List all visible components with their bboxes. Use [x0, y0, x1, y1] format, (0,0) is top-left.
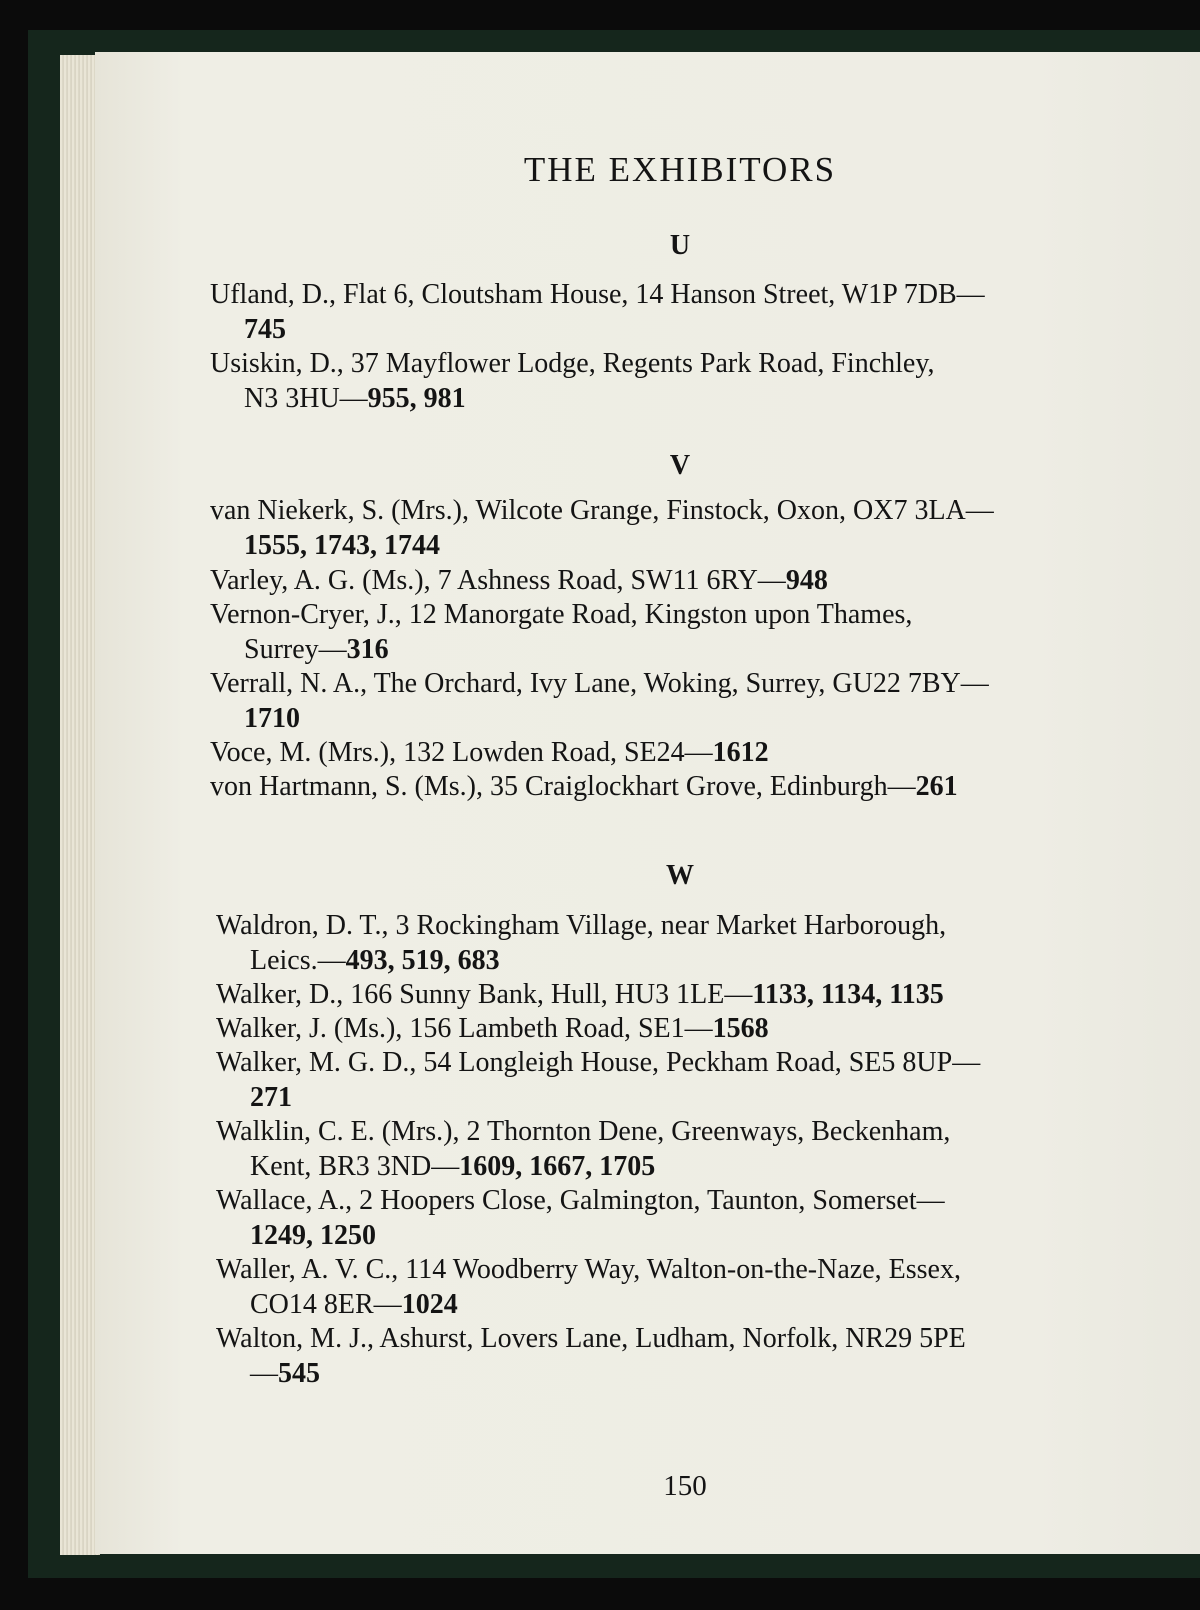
exhibitor-entry-ufland [210, 277, 1155, 347]
exhibitor-entry-usiskin [210, 346, 1155, 416]
entry-text: Waller, A. V. C., 114 Woodberry Way, Walton-on-the-Naze, Essex, [216, 1254, 961, 1285]
entry-text: Waldron, D. T., 3 Rockingham Village, near Market Harborough, [216, 910, 947, 941]
entry-text: Voce, M. (Mrs.), 132 Lowden Road, SE24— [210, 737, 713, 768]
entry-text: Walton, M. J., Ashurst, Lovers Lane, Ludham, Norfolk, NR29 5PE [216, 1323, 966, 1354]
entry-text-continued: N3 3HU— [244, 383, 368, 414]
exhibitor-entry-waldron [216, 908, 1161, 978]
section-heading-v: V [669, 450, 691, 481]
exhibitor-entry-walklin [216, 1114, 1161, 1184]
entry-numbers: 745 [244, 314, 286, 345]
entry-text-continued: Kent, BR3 3ND— [250, 1151, 460, 1182]
exhibitor-entry-wallace [216, 1183, 1161, 1253]
entry-text: van Niekerk, S. (Mrs.), Wilcote Grange, Finstock, Oxon, OX7 3LA— [210, 495, 994, 526]
entry-numbers: 1133, 1134, 1135 [752, 979, 944, 1010]
entry-numbers: 1555, 1743, 1744 [244, 530, 440, 561]
section-heading-u: U [669, 230, 691, 261]
exhibitor-entry-von-hartmann [210, 769, 1155, 804]
entry-text: Usiskin, D., 37 Mayflower Lodge, Regents Park Road, Finchley, [210, 348, 935, 379]
page-title: THE EXHIBITORS [523, 150, 837, 189]
entry-numbers: 1609, 1667, 1705 [459, 1151, 656, 1182]
entry-text: Walker, J. (Ms.), 156 Lambeth Road, SE1— [216, 1013, 713, 1044]
entry-numbers: 261 [915, 771, 958, 802]
entry-numbers: 955, 981 [367, 383, 466, 414]
entry-numbers: 271 [250, 1082, 292, 1113]
entry-text-continued: Surrey— [244, 634, 347, 665]
exhibitor-entry-walker-d [216, 977, 1161, 1012]
exhibitor-entry-varley [210, 563, 1155, 598]
exhibitor-entry-walton [216, 1321, 1161, 1391]
entry-numbers: 1024 [401, 1289, 458, 1320]
entry-text: Verrall, N. A., The Orchard, Ivy Lane, Woking, Surrey, GU22 7BY— [210, 668, 989, 699]
exhibitor-entry-vernon-cryer [210, 597, 1155, 667]
exhibitor-entry-voce [210, 735, 1155, 770]
entry-text: Walklin, C. E. (Mrs.), 2 Thornton Dene, Greenways, Beckenham, [216, 1116, 951, 1147]
entry-numbers: 1612 [712, 737, 769, 768]
entry-numbers: 1710 [244, 703, 300, 734]
entry-text: Wallace, A., 2 Hoopers Close, Galmington, Taunton, Somerset— [216, 1185, 945, 1216]
book-page [95, 52, 1200, 1554]
entry-text-continued: — [250, 1358, 278, 1389]
entry-numbers: 948 [785, 565, 828, 596]
entry-text: Vernon-Cryer, J., 12 Manorgate Road, Kingston upon Thames, [210, 599, 913, 630]
entry-numbers: 316 [346, 634, 389, 665]
section-heading-w: W [666, 860, 694, 891]
entry-numbers: 1249, 1250 [250, 1220, 376, 1251]
page-edges [60, 55, 100, 1555]
page-number: 150 [663, 1470, 707, 1502]
exhibitor-entry-waller [216, 1252, 1161, 1322]
entry-text: Walker, D., 166 Sunny Bank, Hull, HU3 1LE— [216, 979, 753, 1010]
exhibitor-entry-verrall [210, 666, 1155, 736]
exhibitor-entry-van-niekerk [210, 493, 1155, 563]
entry-text-continued: CO14 8ER— [250, 1289, 402, 1320]
entry-numbers: 1568 [712, 1013, 769, 1044]
entry-numbers: 493, 519, 683 [345, 945, 500, 976]
entry-text: Varley, A. G. (Ms.), 7 Ashness Road, SW11 6RY— [210, 565, 786, 596]
entry-text: von Hartmann, S. (Ms.), 35 Craiglockhart Grove, Edinburgh— [210, 771, 916, 802]
entry-text: Ufland, D., Flat 6, Cloutsham House, 14 Hanson Street, W1P 7DB— [210, 279, 985, 310]
exhibitor-entry-walker-j [216, 1011, 1161, 1046]
entry-numbers: 545 [278, 1358, 320, 1389]
entry-text-continued: Leics.— [250, 945, 346, 976]
entry-text: Walker, M. G. D., 54 Longleigh House, Peckham Road, SE5 8UP— [216, 1047, 981, 1078]
exhibitor-entry-walker-m [216, 1045, 1161, 1115]
